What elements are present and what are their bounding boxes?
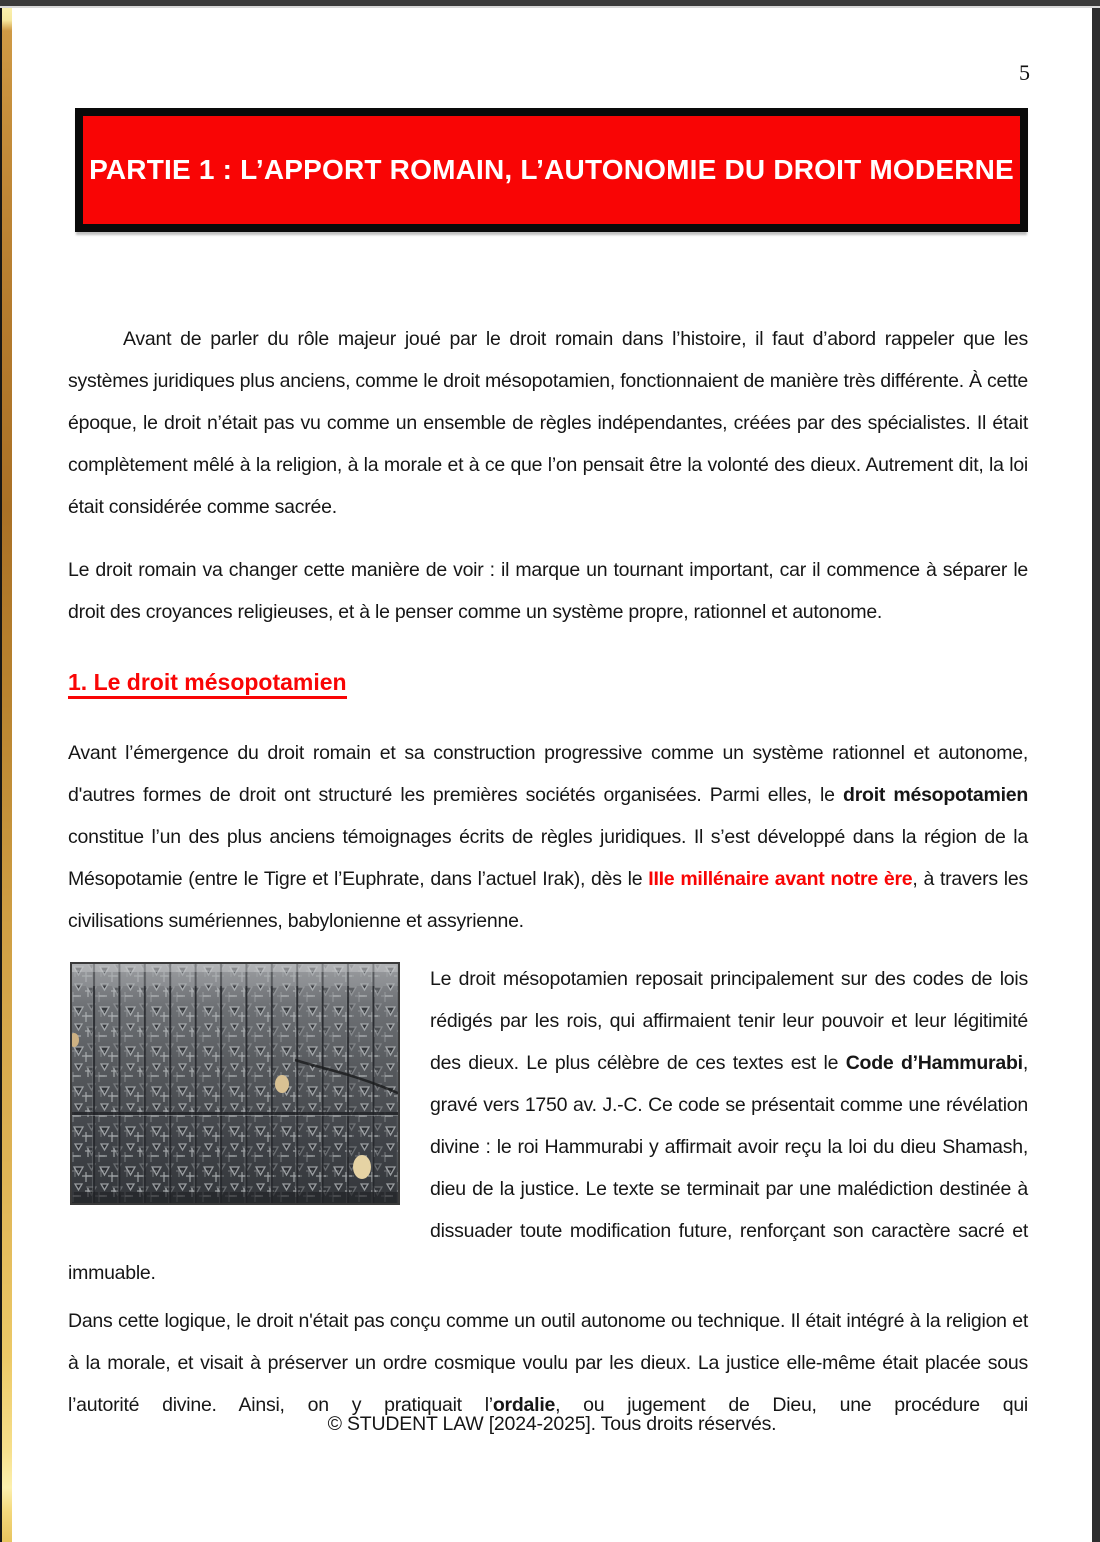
section-heading-1 [68, 665, 1028, 699]
text-run: , à travers les civilisations sumériennes, babylonienne et assyrienne. [68, 868, 1028, 932]
part-title: PARTIE 1 : L’APPORT ROMAIN, L’AUTONOMIE DU DROIT MODERNE [89, 154, 1014, 185]
page-number: 5 [1019, 60, 1030, 85]
text-run: , ou jugement de Dieu, une procédure qui [555, 1394, 1029, 1416]
right-edge-bar [1092, 0, 1100, 1542]
bold-run-droit-mesopotamien: droit mésopotamien [843, 784, 1029, 806]
text-run: , gravé vers 1750 av. J.-C. Ce code se présentait comme une révélation divine : le roi Hammurabi y affirmait avoir reçu la loi du dieu Shamash, dieu de la justice. Le texte se terminait par une malédiction destinée à dissuader toute modification future, renforçant son caractère sacré et immuable. [68, 1052, 1028, 1284]
paragraph-intro: Avant de parler du rôle majeur joué par le droit romain dans l’histoire, il faut d’abord rappeler que les systèmes juridiques plus anciens, comme le droit mésopotamien, fonctionnaient de manière très différente. À cette époque, le droit n’était pas vu comme un ensemble de règles indépendantes, créées par des spécialistes. Il était complètement mêlé à la religion, à la morale et à ce que l’on pensait être la volonté des dieux. Autrement dit, la loi était considérée comme sacrée. [68, 328, 1028, 518]
text-run: Le droit mésopotamien reposait principalement sur des codes de lois rédigés par les rois, qui affirmaient tenir leur pouvoir et leur légitimité des dieux. Le plus célèbre de ces textes est le [430, 968, 1028, 1074]
paragraph-hammurabi-block [68, 958, 1028, 1294]
paragraph-roman-turn: Le droit romain va changer cette manière de voir : il marque un tournant important, car il commence à séparer le droit des croyances religieuses, et à le penser comme un système propre, rationnel et autonome. [68, 559, 1028, 623]
bold-run-code-hammurabi: Code d’Hammurabi [845, 1052, 1023, 1074]
gold-edge-strip [0, 0, 12, 1542]
text-run: Avant l’émergence du droit romain et sa construction progressive comme un système rationnel et autonome, d'autres formes de droit ont structuré les premières sociétés organisées. Parmi elles, le [68, 742, 1028, 806]
main-text-column [68, 318, 1028, 942]
hammurabi-stele-image [70, 962, 400, 1205]
text-run: Dans cette logique, le droit n'était pas conçu comme un outil autonome ou technique. Il était intégré à la religion et à la morale, et visait à préserver un ordre cosmique voulu par les dieux. La justice elle-même était placée sous l’autorité divine. Ainsi, on y pratiquait l’ [68, 1310, 1028, 1416]
paragraph-logic-block [68, 1300, 1028, 1426]
red-bold-run-millenaire: IIIe millénaire avant notre ère [648, 868, 913, 890]
section-heading-1-text: 1. Le droit mésopotamien [68, 669, 347, 699]
part-title-banner [75, 108, 1028, 232]
paragraph-divine-logic [68, 1300, 1028, 1426]
paragraph-mesopotamian-law [68, 732, 1028, 942]
text-run: constitue l’un des plus anciens témoignages écrits de règles juridiques. Il s’est développé dans la région de la Mésopotamie (entre le Tigre et l’Euphrate, dans l’actuel Irak), dès le [68, 826, 1028, 890]
top-window-bar [0, 0, 1100, 8]
footer-copyright: © STUDENT LAW [2024-2025]. Tous droits réservés. [327, 1413, 777, 1435]
bold-run-ordalie: ordalie [492, 1394, 556, 1416]
